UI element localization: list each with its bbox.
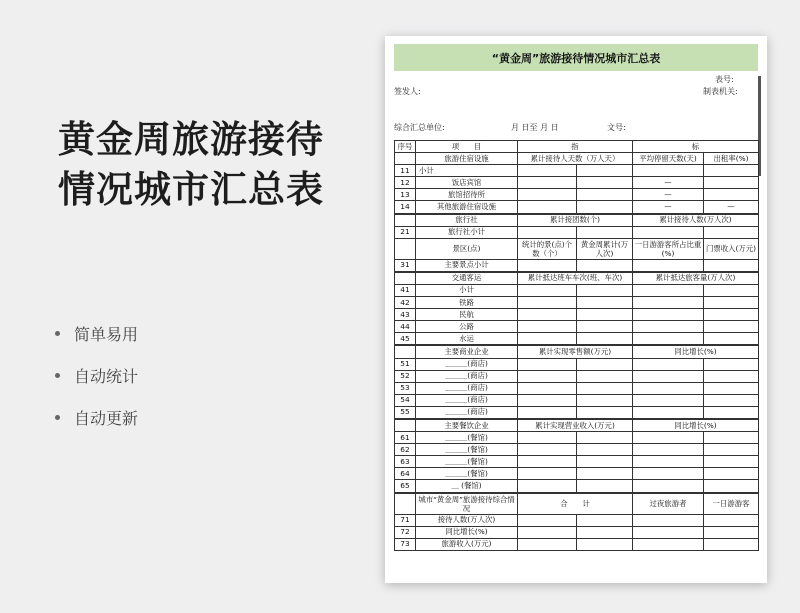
table-cell: 主要景点小计: [416, 259, 518, 272]
page-title: [58, 115, 324, 215]
table-cell: [518, 259, 577, 272]
table-cell: [518, 538, 577, 550]
table-row: [395, 189, 759, 201]
table-cell: [704, 468, 759, 480]
table-row: [395, 493, 759, 515]
table-cell: 累计接待人数(万人次): [633, 214, 759, 227]
table-cell: [704, 165, 759, 177]
table-row: [395, 333, 759, 346]
table-cell: [633, 538, 704, 550]
table-cell: [395, 419, 416, 432]
table-cell: 累计抵达班车车次(班、车次): [518, 272, 633, 285]
table-cell: [518, 333, 577, 346]
table-cell: 62: [395, 444, 416, 456]
table-row: [395, 480, 759, 493]
table-cell: [577, 456, 633, 468]
table-cell: ＿＿＿(商店): [416, 382, 518, 394]
table-cell: [518, 226, 577, 238]
table-cell: [704, 358, 759, 370]
document-number-label: 文号:: [607, 123, 626, 132]
table-cell: [577, 526, 633, 538]
table-cell: [633, 309, 704, 321]
table-cell: 序号: [395, 141, 416, 153]
table-cell: [704, 538, 759, 550]
table-cell: [577, 201, 633, 214]
table-cell: [395, 153, 416, 165]
table-cell: ＿＿＿(商店): [416, 370, 518, 382]
table-cell: [577, 370, 633, 382]
table-cell: [633, 259, 704, 272]
table-cell: [518, 382, 577, 394]
period-label: 月 日至 月 日: [511, 123, 559, 132]
table-cell: [633, 394, 704, 406]
table-cell: [518, 297, 577, 309]
table-cell: 72: [395, 526, 416, 538]
table-cell: 景区(点): [416, 238, 518, 259]
table-cell: ＿＿＿(餐馆): [416, 444, 518, 456]
table-cell: —: [633, 201, 704, 214]
table-cell: [633, 297, 704, 309]
table-row: [395, 432, 759, 444]
table-cell: [518, 394, 577, 406]
table-cell: [518, 309, 577, 321]
table-cell: [704, 394, 759, 406]
table-cell: [577, 321, 633, 333]
table-row: [395, 538, 759, 550]
table-cell: [633, 456, 704, 468]
table-cell: 累计接团数(个): [518, 214, 633, 227]
table-cell: [518, 189, 577, 201]
table-row: [395, 226, 759, 238]
table-cell: 小计: [416, 284, 518, 296]
table-row: [395, 526, 759, 538]
table-cell: 13: [395, 189, 416, 201]
table-cell: [395, 214, 416, 227]
table-cell: [518, 177, 577, 189]
table-cell: ＿＿＿(餐馆): [416, 432, 518, 444]
table-cell: [577, 444, 633, 456]
table-cell: 饭店宾馆: [416, 177, 518, 189]
table-cell: 项 目: [416, 141, 518, 153]
table-number-label: 表号:: [715, 75, 734, 84]
table-cell: 64: [395, 468, 416, 480]
table-row: [395, 394, 759, 406]
table-cell: 12: [395, 177, 416, 189]
table-cell: 指: [518, 141, 633, 153]
table-cell: 同比增长(%): [416, 526, 518, 538]
bullet-icon: [55, 331, 60, 336]
table-cell: 公路: [416, 321, 518, 333]
table-cell: 累计接待人天数（万人天）: [518, 153, 633, 165]
table-cell: [395, 493, 416, 515]
table-cell: 53: [395, 382, 416, 394]
table-cell: 14: [395, 201, 416, 214]
table-cell: 一日游游客所占比重(%): [633, 238, 704, 259]
feature-label: 简单易用: [74, 324, 139, 344]
table-cell: [518, 456, 577, 468]
table-cell: [518, 480, 577, 493]
table-cell: [704, 309, 759, 321]
table-cell: [577, 226, 633, 238]
table-cell: [518, 284, 577, 296]
table-cell: 42: [395, 297, 416, 309]
table-cell: [577, 480, 633, 493]
table-row: [395, 358, 759, 370]
table-cell: [633, 468, 704, 480]
table-cell: —: [633, 189, 704, 201]
table-cell: [577, 259, 633, 272]
table-row: [395, 309, 759, 321]
table-cell: —: [633, 177, 704, 189]
table-cell: [633, 444, 704, 456]
table-cell: 旅游收入(万元): [416, 538, 518, 550]
table-cell: 合 计: [518, 493, 633, 515]
table-cell: [518, 444, 577, 456]
table-cell: 73: [395, 538, 416, 550]
table-cell: 55: [395, 406, 416, 419]
table-cell: 旅游住宿设施: [416, 153, 518, 165]
table-cell: [704, 456, 759, 468]
table-cell: 标: [633, 141, 759, 153]
table-cell: [518, 321, 577, 333]
table-row: [395, 468, 759, 480]
table-cell: [704, 406, 759, 419]
feature-list: [55, 312, 138, 438]
bullet-icon: [55, 415, 60, 420]
feature-item: [55, 312, 138, 354]
table-cell: [518, 406, 577, 419]
table-cell: 小计: [416, 165, 518, 177]
table-row: [395, 165, 759, 177]
table-row: [395, 382, 759, 394]
table-cell: [395, 272, 416, 285]
table-cell: [518, 358, 577, 370]
table-cell: 一日游游客: [704, 493, 759, 515]
table-row: [395, 297, 759, 309]
table-cell: 交通客运: [416, 272, 518, 285]
table-cell: 其他旅游住宿设施: [416, 201, 518, 214]
table-cell: 同比增长(%): [633, 419, 759, 432]
table-cell: 51: [395, 358, 416, 370]
table-cell: 城市“黄金周”旅游接待综合情况: [416, 493, 518, 515]
table-row: [395, 141, 759, 153]
table-cell: 过夜旅游者: [633, 493, 704, 515]
table-cell: [704, 321, 759, 333]
table-cell: 61: [395, 432, 416, 444]
table-cell: 45: [395, 333, 416, 346]
table-cell: [704, 297, 759, 309]
table-cell: 门票收入(万元): [704, 238, 759, 259]
table-cell: [704, 444, 759, 456]
feature-label: 自动统计: [74, 366, 139, 386]
table-cell: [577, 538, 633, 550]
summary-table: [394, 140, 759, 551]
table-cell: [577, 468, 633, 480]
table-row: [395, 456, 759, 468]
table-cell: ＿＿＿(餐馆): [416, 456, 518, 468]
table-cell: [577, 189, 633, 201]
table-cell: ＿＿＿(餐馆): [416, 468, 518, 480]
table-cell: [577, 382, 633, 394]
table-cell: 65: [395, 480, 416, 493]
table-cell: [704, 177, 759, 189]
table-cell: [633, 226, 704, 238]
table-cell: [633, 526, 704, 538]
table-cell: [518, 526, 577, 538]
table-cell: 平均停留天数(天): [633, 153, 704, 165]
table-cell: [633, 432, 704, 444]
bullet-icon: [55, 373, 60, 378]
table-cell: [633, 358, 704, 370]
table-row: [395, 214, 759, 227]
table-cell: [633, 370, 704, 382]
table-row: [395, 201, 759, 214]
table-cell: [704, 432, 759, 444]
table-cell: 统计的景(点)个数（个）: [518, 238, 577, 259]
table-cell: [577, 394, 633, 406]
table-cell: [518, 165, 577, 177]
table-cell: [577, 284, 633, 296]
table-cell: [518, 432, 577, 444]
table-row: [395, 419, 759, 432]
table-cell: 累计实现营业收入(万元): [518, 419, 633, 432]
table-cell: 71: [395, 514, 416, 526]
table-cell: 21: [395, 226, 416, 238]
table-cell: [395, 238, 416, 259]
table-cell: [577, 358, 633, 370]
title-line-2: 情况城市汇总表: [58, 168, 324, 211]
table-cell: [577, 309, 633, 321]
table-cell: [633, 284, 704, 296]
table-cell: [577, 333, 633, 346]
table-cell: [577, 177, 633, 189]
table-cell: [518, 201, 577, 214]
sheet-banner-title: “黄金周”旅游接待情况城市汇总表: [394, 44, 758, 71]
table-cell: 铁路: [416, 297, 518, 309]
issuing-org-label: 制表机关:: [703, 87, 738, 96]
table-cell: [633, 333, 704, 346]
table-cell: —: [704, 201, 759, 214]
table-cell: [577, 297, 633, 309]
feature-item: [55, 396, 138, 438]
table-cell: ＿＿＿(商店): [416, 358, 518, 370]
table-cell: [633, 321, 704, 333]
feature-item: [55, 354, 138, 396]
table-row: [395, 444, 759, 456]
table-cell: 31: [395, 259, 416, 272]
table-cell: [704, 189, 759, 201]
table-cell: 累计抵达旅客量(万人次): [633, 272, 759, 285]
table-row: [395, 514, 759, 526]
title-line-1: 黄金周旅游接待: [58, 118, 324, 161]
table-cell: 54: [395, 394, 416, 406]
table-cell: 水运: [416, 333, 518, 346]
table-cell: 同比增长(%): [633, 345, 759, 358]
table-cell: 41: [395, 284, 416, 296]
table-row: [395, 259, 759, 272]
table-cell: [704, 480, 759, 493]
table-cell: [704, 284, 759, 296]
table-row: [395, 177, 759, 189]
table-cell: 接待人数(万人次): [416, 514, 518, 526]
table-cell: [518, 468, 577, 480]
table-cell: [704, 259, 759, 272]
table-cell: 累计实现零售额(万元): [518, 345, 633, 358]
table-cell: [518, 370, 577, 382]
table-cell: [704, 370, 759, 382]
table-cell: 主要商业企业: [416, 345, 518, 358]
table-cell: [704, 333, 759, 346]
table-row: [395, 238, 759, 259]
table-row: [395, 345, 759, 358]
table-cell: [633, 480, 704, 493]
issuer-label: 签发人:: [394, 87, 421, 96]
table-cell: [633, 406, 704, 419]
table-cell: ＿＿＿(商店): [416, 394, 518, 406]
table-cell: 旅馆招待所: [416, 189, 518, 201]
table-cell: [395, 345, 416, 358]
table-cell: [704, 382, 759, 394]
table-cell: [518, 514, 577, 526]
table-cell: [633, 382, 704, 394]
table-row: [395, 272, 759, 285]
spreadsheet-preview: [385, 36, 767, 583]
table-row: [395, 284, 759, 296]
table-cell: 旅行社: [416, 214, 518, 227]
table-row: [395, 370, 759, 382]
table-cell: 63: [395, 456, 416, 468]
table-cell: [633, 165, 704, 177]
table-cell: 黄金周累计(万人次): [577, 238, 633, 259]
table-cell: ＿ (餐馆): [416, 480, 518, 493]
table-cell: 民航: [416, 309, 518, 321]
table-cell: 主要餐饮企业: [416, 419, 518, 432]
table-cell: [577, 165, 633, 177]
table-cell: [704, 514, 759, 526]
table-cell: 11: [395, 165, 416, 177]
table-cell: 43: [395, 309, 416, 321]
table-cell: [577, 406, 633, 419]
summary-unit-label: 综合汇总单位:: [394, 123, 445, 132]
table-cell: 52: [395, 370, 416, 382]
table-cell: 旅行社小计: [416, 226, 518, 238]
table-cell: [577, 514, 633, 526]
table-cell: 出租率(%): [704, 153, 759, 165]
table-row: [395, 153, 759, 165]
table-row: [395, 406, 759, 419]
table-row: [395, 321, 759, 333]
table-cell: [704, 526, 759, 538]
feature-label: 自动更新: [74, 408, 139, 428]
table-cell: [633, 514, 704, 526]
table-cell: 44: [395, 321, 416, 333]
table-cell: ＿＿＿(商店): [416, 406, 518, 419]
table-cell: [704, 226, 759, 238]
table-cell: [577, 432, 633, 444]
